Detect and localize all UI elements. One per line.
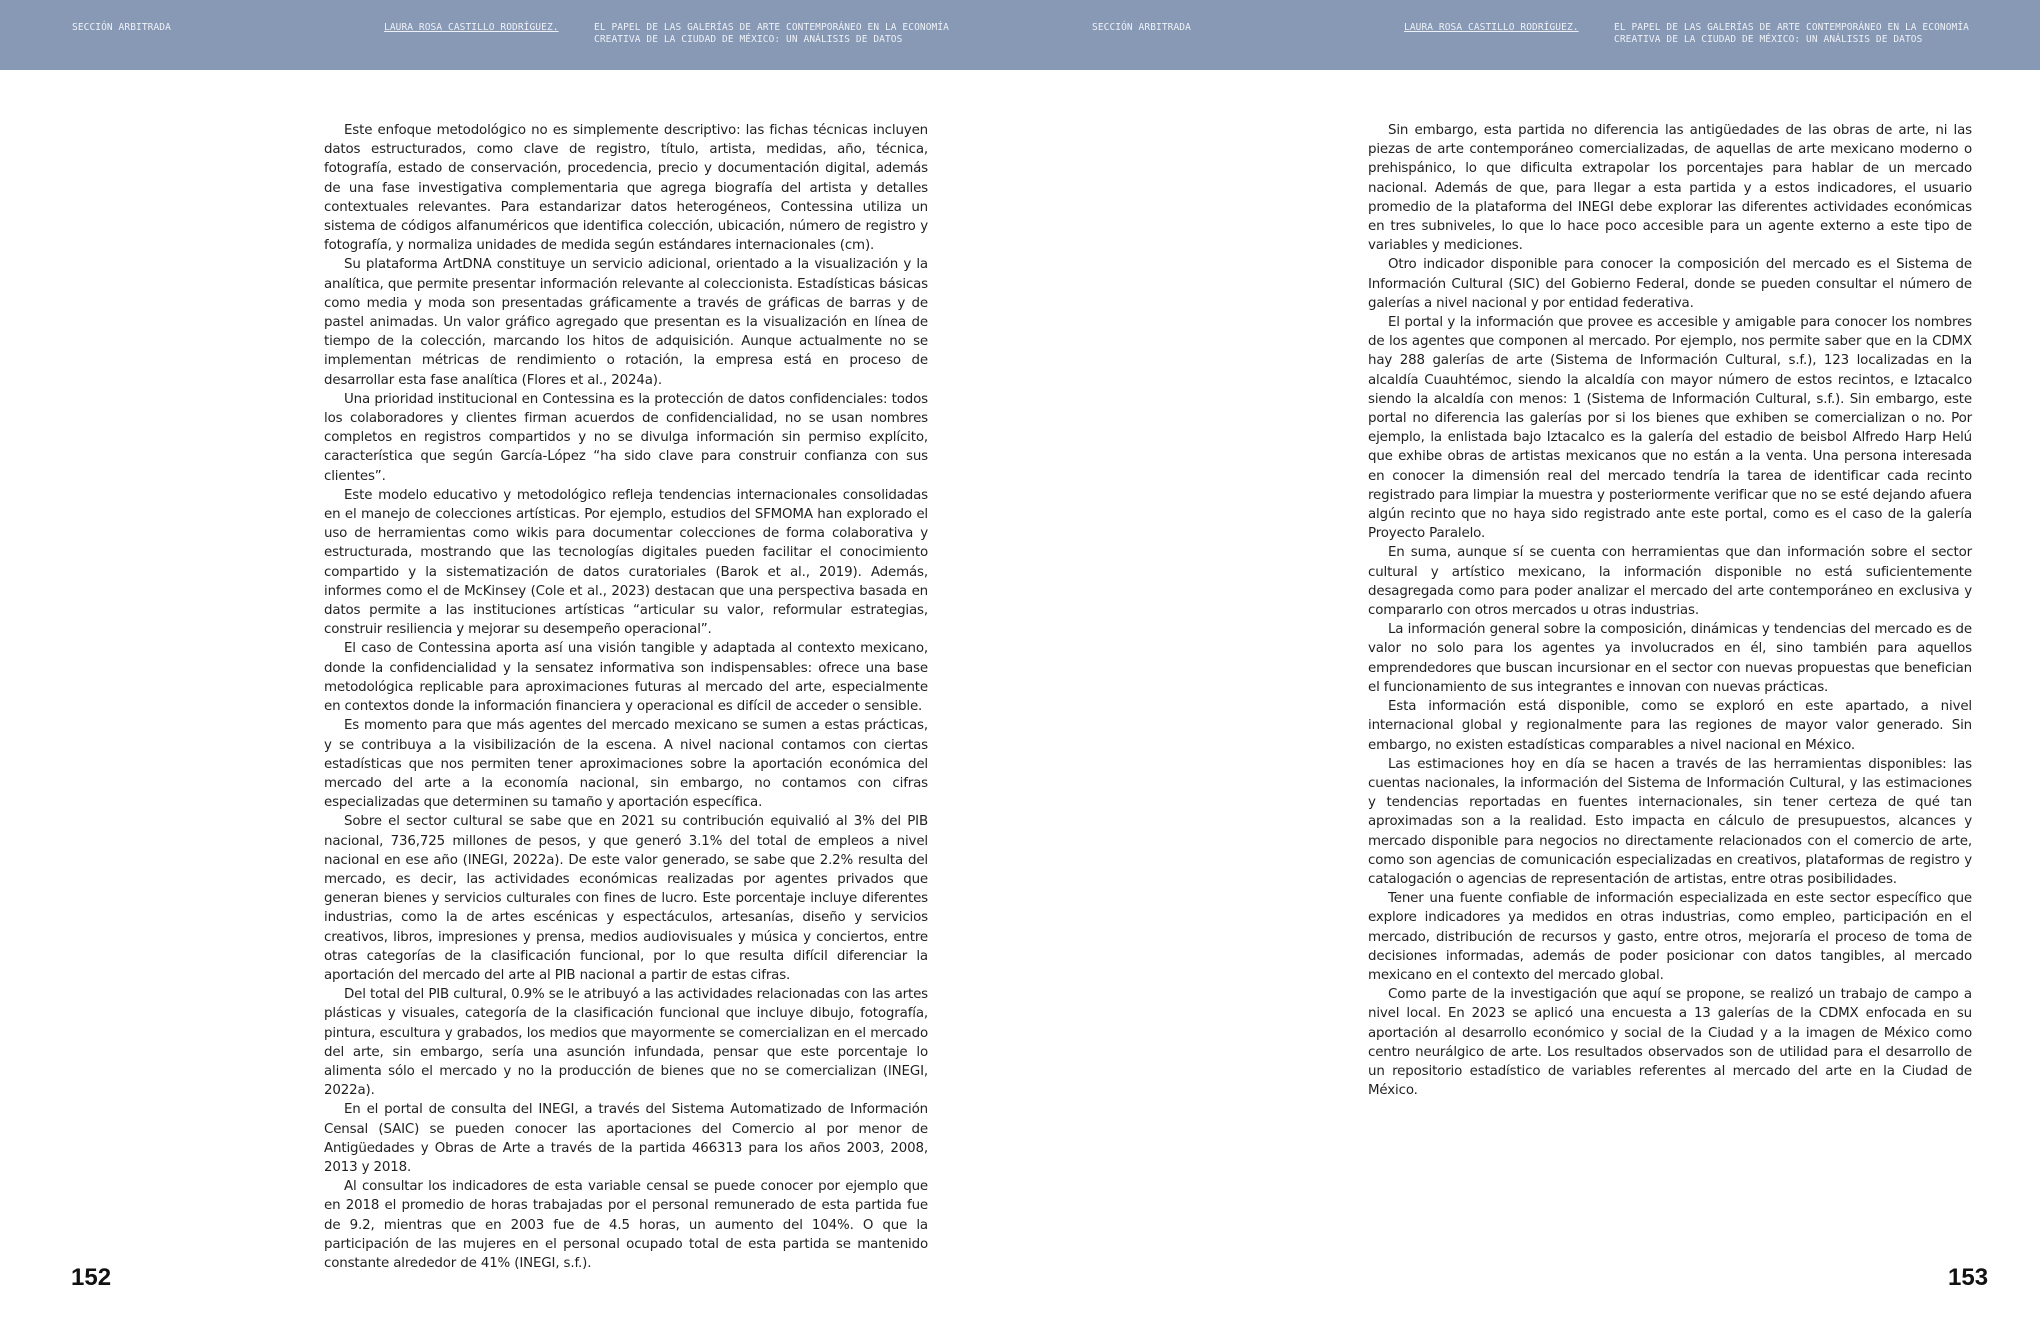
- header-author-link[interactable]: LAURA ROSA CASTILLO RODRÍGUEZ.: [1404, 22, 1579, 33]
- header-article-title: [594, 22, 994, 46]
- running-header: [1020, 0, 2040, 70]
- paragraph: Al consultar los indicadores de esta variable censal se puede conocer por ejemplo que en 2018 el promedio de horas trabajadas por el personal remunerado de esta partida fue de 9.2, mientras que en 2003 fue de 4.5 horas, un aumento del 104%. O que la participación de las mujeres en el personal ocupado total de esta partida se mantenido constante alrededor de 41% (INEGI, s.f.).: [324, 1179, 928, 1271]
- paragraph: La información general sobre la composición, dinámicas y tendencias del mercado es de valor no solo para los agentes ya involucrados en él, sino también para aquellos emprendedores que buscan incursionar en el sector con nuevas propuestas que benefician el funcionamiento de sus integrantes e innovan con nuevas prácticas.: [1368, 622, 1972, 695]
- paragraph: Sin embargo, esta partida no diferencia las antigüedades de las obras de arte, ni las piezas de arte contemporáneo comercializadas, de aquellas de arte mexicano moderno o prehispánico, lo que dificulta extrapolar los porcentajes para hablar de un mercado nacional. Además de que, para llegar a esta partida y a estos indicadores, el usuario promedio de la plataforma del INEGI debe explorar las diferentes actividades económicas en tres subniveles, lo que lo hace poco accesible para un agente externo a este tipo de variables y mediciones.: [1368, 123, 1972, 254]
- paragraph: En suma, aunque sí se cuenta con herramientas que dan información sobre el sector cultural y artístico mexicano, la información disponible no está suficientemente desagregada como para poder analizar el mercado del arte contemporáneo en exclusiva y compararlo con otros mercados u otras industrias.: [1368, 545, 1972, 619]
- body-column: [324, 121, 928, 1273]
- paragraph: Una prioridad institucional en Contessina es la protección de datos confidenciales: todos los colaboradores y clientes firman acuerdos de confidencialidad, no se usan nombres completos en registros compartidos y no se divulga información sin permiso explícito, característica que según García-López “ha sido clave para construir confianza con sus clientes”.: [324, 391, 928, 484]
- header-section-label: SECCIÓN ARBITRADA: [1092, 22, 1191, 33]
- paragraph: Otro indicador disponible para conocer la composición del mercado es el Sistema de Información Cultural (SIC) del Gobierno Federal, donde se pueden consultar el número de galerías a nivel nacional y por entidad federativa.: [1368, 257, 1972, 311]
- header-title-line-1: EL PAPEL DE LAS GALERÍAS DE ARTE CONTEMPORÁNEO EN LA ECONOMÍA: [594, 22, 949, 33]
- paragraph: En el portal de consulta del INEGI, a través del Sistema Automatizado de Información Censal (SAIC) se pueden conocer las aportaciones del Comercio al por menor de Antigüedades y Obras de Arte a través de la partida 466313 para los años 2003, 2008, 2013 y 2018.: [324, 1102, 928, 1175]
- paragraph: Las estimaciones hoy en día se hacen a través de las herramientas disponibles: las cuentas nacionales, la información del Sistema de Información Cultural, y las estimaciones y tendencias reportadas en fuentes internacionales, sin tener certeza de qué tan aproximadas son a la realidad. Esto impacta en cálculo de presupuestos, alcances y mercado disponible para negocios no directamente relacionados con el comercio de arte, como son agencias de comunicación especializadas en creativos, plataformas de registro y catalogación o agencias de representación de artistas, entre otras posibilidades.: [1368, 756, 1972, 887]
- paragraph: Este enfoque metodológico no es simplemente descriptivo: las fichas técnicas incluyen datos estructurados, como clave de registro, título, artista, medidas, año, técnica, fotografía, estado de conservación, procedencia, precio y documentación digital, además de una fase investigativa complementaria que agrega biografía del artista y detalles contextuales relevantes. Para estandarizar datos heterogéneos, Contessina utiliza un sistema de códigos alfanuméricos que identifica colección, ubicación, número de registro y fotografía, y normaliza unidades de medida según estándares internacionales (cm).: [324, 123, 928, 254]
- header-title-line-1: EL PAPEL DE LAS GALERÍAS DE ARTE CONTEMPORÁNEO EN LA ECONOMÍA: [1614, 22, 1969, 33]
- paragraph: El caso de Contessina aporta así una visión tangible y adaptada al contexto mexicano, donde la confidencialidad y la sensatez informativa son indispensables: ofrece una base metodológica replicable para aproximaciones futuras al mercado del arte, especialmente en contextos donde la información financiera y operacional es difícil de acceder o sensible.: [324, 641, 928, 715]
- header-article-title: [1614, 22, 2014, 46]
- header-title-line-2: CREATIVA DE LA CIUDAD DE MÉXICO: UN ANÁLISIS DE DATOS: [594, 34, 903, 45]
- paragraph: Como parte de la investigación que aquí se propone, se realizó un trabajo de campo a nivel local. En 2023 se aplicó una encuesta a 13 galerías de la CDMX enfocada en su aportación al desarrollo económico y social de la Ciudad y a la imagen de México como centro neurálgico de arte. Los resultados observados son de utilidad para el desarrollo de un repositorio estadístico de variables referentes al mercado del arte en la Ciudad de México.: [1368, 987, 1972, 1099]
- page-number: 153: [1948, 1264, 1989, 1291]
- running-header: [0, 0, 1020, 70]
- paragraph: Este modelo educativo y metodológico refleja tendencias internacionales consolidadas en el manejo de colecciones artísticas. Por ejemplo, estudios del SFMOMA han explorado el uso de herramientas como wikis para documentar colecciones de forma colaborativa y estructurada, mostrando que las tecnologías digitales pueden facilitar el conocimiento compartido y la sistematización de datos curatoriales (Barok et al., 2019). Además, informes como el de McKinsey (Cole et al., 2023) destacan que una perspectiva basada en datos permite a las instituciones artísticas “articular su valor, reformular estrategias, construir resiliencia y mejorar su desempeño operacional”.: [324, 487, 928, 638]
- header-section-label: SECCIÓN ARBITRADA: [72, 22, 171, 33]
- paragraph: Tener una fuente confiable de información especializada en este sector específico que explore indicadores ya medidos en otras industrias, como empleo, participación en el mercado, distribución de recursos y gasto, entre otros, mejoraría el proceso de toma de decisiones informadas, además de poder posicionar con datos tangibles, al mercado mexicano en el contexto del mercado global.: [1368, 891, 1972, 983]
- paragraph: Del total del PIB cultural, 0.9% se le atribuyó a las actividades relacionadas con las artes plásticas y visuales, categoría de la clasificación funcional que incluye dibujo, fotografía, pintura, escultura y grabados, los medios que mayormente se comercializan en el mercado del arte, sin embargo, sería una asunción infundada, pensar que este porcentaje lo alimenta sólo el mercado y no la producción de bienes que no se comercializan (INEGI, 2022a).: [324, 987, 928, 1099]
- header-title-line-2: CREATIVA DE LA CIUDAD DE MÉXICO: UN ANÁLISIS DE DATOS: [1614, 34, 1923, 45]
- page-number: 152: [71, 1264, 112, 1291]
- paragraph: Sobre el sector cultural se sabe que en 2021 su contribución equivalió al 3% del PIB nacional, 736,725 millones de pesos, y que generó 3.1% del total de empleos a nivel nacional en ese año (INEGI, 2022a). De este valor generado, se sabe que 2.2% resulta del mercado, es decir, las actividades económicas realizadas por agentes privados que generan bienes y servicios culturales con fines de lucro. Este porcentaje incluye diferentes industrias, como la de artes escénicas y espectáculos, artesanías, diseño y servicios creativos, libros, impresiones y prensa, medios audiovisuales y música y conciertos, entre otras categorías de la clasificación funcional, por lo que resulta difícil diferenciar la aportación del mercado del arte al PIB nacional a partir de estas cifras.: [324, 814, 928, 983]
- paragraph: Su plataforma ArtDNA constituye un servicio adicional, orientado a la visualización y la analítica, que permite presentar información relevante al coleccionista. Estadísticas básicas como media y moda son presentadas gráficamente a través de gráficas de barras y de pastel animadas. Un valor gráfico agregado que presentan es la visualización en línea de tiempo de la colección, marcando los hitos de adquisición. Aunque actualmente no se implementan métricas de rendimiento o rotación, la empresa está en proceso de desarrollar esta fase analítica (Flores et al., 2024a).: [324, 257, 928, 388]
- body-column: [1368, 121, 1972, 1100]
- paragraph: Es momento para que más agentes del mercado mexicano se sumen a estas prácticas, y se contribuya a la visibilización de la escena. A nivel nacional contamos con ciertas estadísticas que nos permiten tener aproximaciones sobre la aportación económica del mercado del arte a la economía nacional, sin embargo, no contamos con cifras especializadas que determinen su tamaño y aportación específica.: [324, 718, 928, 811]
- paragraph: El portal y la información que provee es accesible y amigable para conocer los nombres de los agentes que componen al mercado. Por ejemplo, nos permite saber que en la CDMX hay 288 galerías de arte (Sistema de Información Cultural, s.f.), 123 localizadas en la alcaldía Cuauhtémoc, siendo la alcaldía con mayor número de estos recintos, e Iztacalco siendo la alcaldía con menos: 1 (Sistema de Información Cultural, s.f.). Sin embargo, este portal no diferencia las galerías por si los bienes que exhiben se comercializan o no. Por ejemplo, la enlistada bajo Iztacalco es la galería del estadio de beisbol Alfredo Harp Helú que exhibe obras de artistas mexicanos que no están a la venta. Una persona interesada en conocer la dimensión real del mercado tendría la tarea de identificar cada recinto registrado para limpiar la muestra y posteriormente verificar que no se esté dejando afuera algún recinto que no haya sido registrado ante este portal, como es el caso de la galería Proyecto Paralelo.: [1368, 315, 1972, 542]
- paragraph: Esta información está disponible, como se exploró en este apartado, a nivel internacional global y regionalmente para las regiones de mayor valor generado. Sin embargo, no existen estadísticas comparables a nivel nacional en México.: [1368, 699, 1972, 753]
- header-author-link[interactable]: LAURA ROSA CASTILLO RODRÍGUEZ.: [384, 22, 559, 33]
- right-page: [1020, 0, 2040, 1320]
